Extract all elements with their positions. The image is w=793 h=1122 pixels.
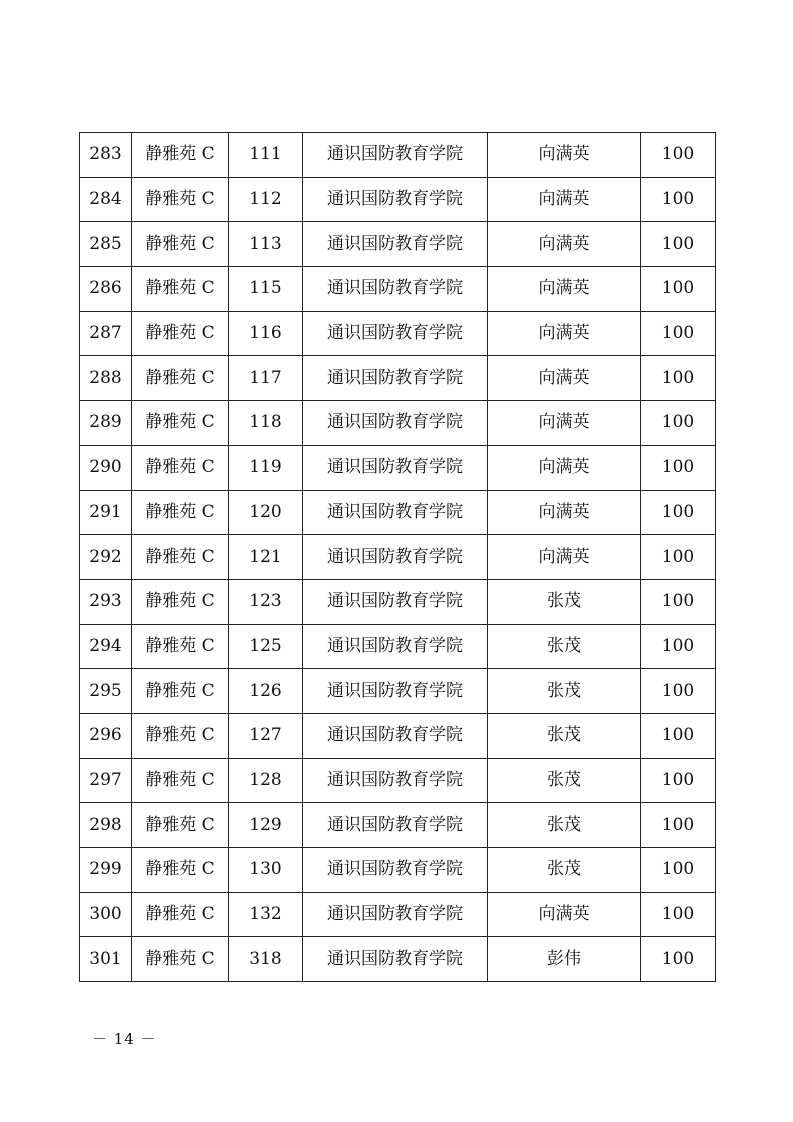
building-cell: 静雅苑 C: [132, 803, 229, 848]
table-row: [80, 892, 716, 937]
page-number: － 14 －: [92, 1030, 157, 1048]
score-cell: 100: [641, 311, 716, 356]
building-cell: 静雅苑 C: [132, 669, 229, 714]
score-cell: 100: [641, 401, 716, 446]
table-row: [80, 848, 716, 893]
room-cell: 119: [229, 445, 303, 490]
room-cell: 118: [229, 401, 303, 446]
room-cell: 129: [229, 803, 303, 848]
score-cell: 100: [641, 535, 716, 580]
index-cell: 289: [80, 401, 132, 446]
building-cell: 静雅苑 C: [132, 311, 229, 356]
building-cell: 静雅苑 C: [132, 401, 229, 446]
person-cell: 张茂: [488, 848, 641, 893]
room-cell: 318: [229, 937, 303, 982]
person-cell: 向满英: [488, 445, 641, 490]
room-cell: 112: [229, 177, 303, 222]
score-cell: 100: [641, 669, 716, 714]
index-cell: 283: [80, 133, 132, 178]
college-cell: 通识国防教育学院: [303, 758, 488, 803]
table-row: [80, 222, 716, 267]
person-cell: 向满英: [488, 356, 641, 401]
score-cell: 100: [641, 937, 716, 982]
person-cell: 张茂: [488, 803, 641, 848]
table-row: [80, 669, 716, 714]
room-cell: 116: [229, 311, 303, 356]
person-cell: 向满英: [488, 535, 641, 580]
college-cell: 通识国防教育学院: [303, 222, 488, 267]
table-row: [80, 267, 716, 312]
index-cell: 286: [80, 267, 132, 312]
table-row: [80, 311, 716, 356]
score-cell: 100: [641, 624, 716, 669]
person-cell: 张茂: [488, 713, 641, 758]
building-cell: 静雅苑 C: [132, 579, 229, 624]
index-cell: 287: [80, 311, 132, 356]
college-cell: 通识国防教育学院: [303, 267, 488, 312]
index-cell: 299: [80, 848, 132, 893]
college-cell: 通识国防教育学院: [303, 490, 488, 535]
table-row: [80, 445, 716, 490]
score-cell: 100: [641, 892, 716, 937]
college-cell: 通识国防教育学院: [303, 401, 488, 446]
building-cell: 静雅苑 C: [132, 267, 229, 312]
building-cell: 静雅苑 C: [132, 177, 229, 222]
building-cell: 静雅苑 C: [132, 535, 229, 580]
person-cell: 向满英: [488, 177, 641, 222]
score-cell: 100: [641, 490, 716, 535]
building-cell: 静雅苑 C: [132, 758, 229, 803]
building-cell: 静雅苑 C: [132, 356, 229, 401]
index-cell: 298: [80, 803, 132, 848]
score-cell: 100: [641, 445, 716, 490]
room-cell: 113: [229, 222, 303, 267]
room-cell: 115: [229, 267, 303, 312]
room-cell: 132: [229, 892, 303, 937]
table-row: [80, 624, 716, 669]
college-cell: 通识国防教育学院: [303, 356, 488, 401]
building-cell: 静雅苑 C: [132, 222, 229, 267]
score-cell: 100: [641, 133, 716, 178]
building-cell: 静雅苑 C: [132, 892, 229, 937]
table-row: [80, 803, 716, 848]
building-cell: 静雅苑 C: [132, 937, 229, 982]
index-cell: 285: [80, 222, 132, 267]
table-row: [80, 535, 716, 580]
person-cell: 向满英: [488, 222, 641, 267]
table-row: [80, 356, 716, 401]
college-cell: 通识国防教育学院: [303, 892, 488, 937]
room-cell: 128: [229, 758, 303, 803]
index-cell: 295: [80, 669, 132, 714]
college-cell: 通识国防教育学院: [303, 177, 488, 222]
person-cell: 张茂: [488, 669, 641, 714]
table-body: [80, 133, 716, 982]
college-cell: 通识国防教育学院: [303, 669, 488, 714]
room-cell: 123: [229, 579, 303, 624]
college-cell: 通识国防教育学院: [303, 937, 488, 982]
index-cell: 291: [80, 490, 132, 535]
person-cell: 向满英: [488, 133, 641, 178]
index-cell: 296: [80, 713, 132, 758]
person-cell: 向满英: [488, 892, 641, 937]
room-cell: 121: [229, 535, 303, 580]
person-cell: 向满英: [488, 490, 641, 535]
table-row: [80, 937, 716, 982]
index-cell: 294: [80, 624, 132, 669]
index-cell: 284: [80, 177, 132, 222]
college-cell: 通识国防教育学院: [303, 579, 488, 624]
college-cell: 通识国防教育学院: [303, 713, 488, 758]
person-cell: 彭伟: [488, 937, 641, 982]
person-cell: 张茂: [488, 579, 641, 624]
college-cell: 通识国防教育学院: [303, 848, 488, 893]
college-cell: 通识国防教育学院: [303, 133, 488, 178]
room-cell: 111: [229, 133, 303, 178]
index-cell: 290: [80, 445, 132, 490]
building-cell: 静雅苑 C: [132, 713, 229, 758]
score-cell: 100: [641, 713, 716, 758]
table-row: [80, 177, 716, 222]
score-cell: 100: [641, 356, 716, 401]
index-cell: 293: [80, 579, 132, 624]
room-cell: 130: [229, 848, 303, 893]
table-row: [80, 579, 716, 624]
person-cell: 向满英: [488, 311, 641, 356]
table-row: [80, 490, 716, 535]
building-cell: 静雅苑 C: [132, 133, 229, 178]
room-cell: 117: [229, 356, 303, 401]
score-cell: 100: [641, 177, 716, 222]
room-cell: 125: [229, 624, 303, 669]
score-cell: 100: [641, 579, 716, 624]
building-cell: 静雅苑 C: [132, 624, 229, 669]
score-cell: 100: [641, 267, 716, 312]
building-cell: 静雅苑 C: [132, 490, 229, 535]
score-cell: 100: [641, 222, 716, 267]
person-cell: 张茂: [488, 624, 641, 669]
score-cell: 100: [641, 848, 716, 893]
person-cell: 向满英: [488, 267, 641, 312]
college-cell: 通识国防教育学院: [303, 535, 488, 580]
table-row: [80, 401, 716, 446]
dormitory-score-table: [79, 132, 716, 982]
building-cell: 静雅苑 C: [132, 848, 229, 893]
table-row: [80, 713, 716, 758]
college-cell: 通识国防教育学院: [303, 624, 488, 669]
college-cell: 通识国防教育学院: [303, 445, 488, 490]
building-cell: 静雅苑 C: [132, 445, 229, 490]
college-cell: 通识国防教育学院: [303, 803, 488, 848]
index-cell: 300: [80, 892, 132, 937]
index-cell: 288: [80, 356, 132, 401]
room-cell: 126: [229, 669, 303, 714]
room-cell: 120: [229, 490, 303, 535]
table-row: [80, 133, 716, 178]
index-cell: 301: [80, 937, 132, 982]
score-cell: 100: [641, 758, 716, 803]
score-cell: 100: [641, 803, 716, 848]
person-cell: 向满英: [488, 401, 641, 446]
index-cell: 292: [80, 535, 132, 580]
college-cell: 通识国防教育学院: [303, 311, 488, 356]
index-cell: 297: [80, 758, 132, 803]
table-row: [80, 758, 716, 803]
room-cell: 127: [229, 713, 303, 758]
person-cell: 张茂: [488, 758, 641, 803]
